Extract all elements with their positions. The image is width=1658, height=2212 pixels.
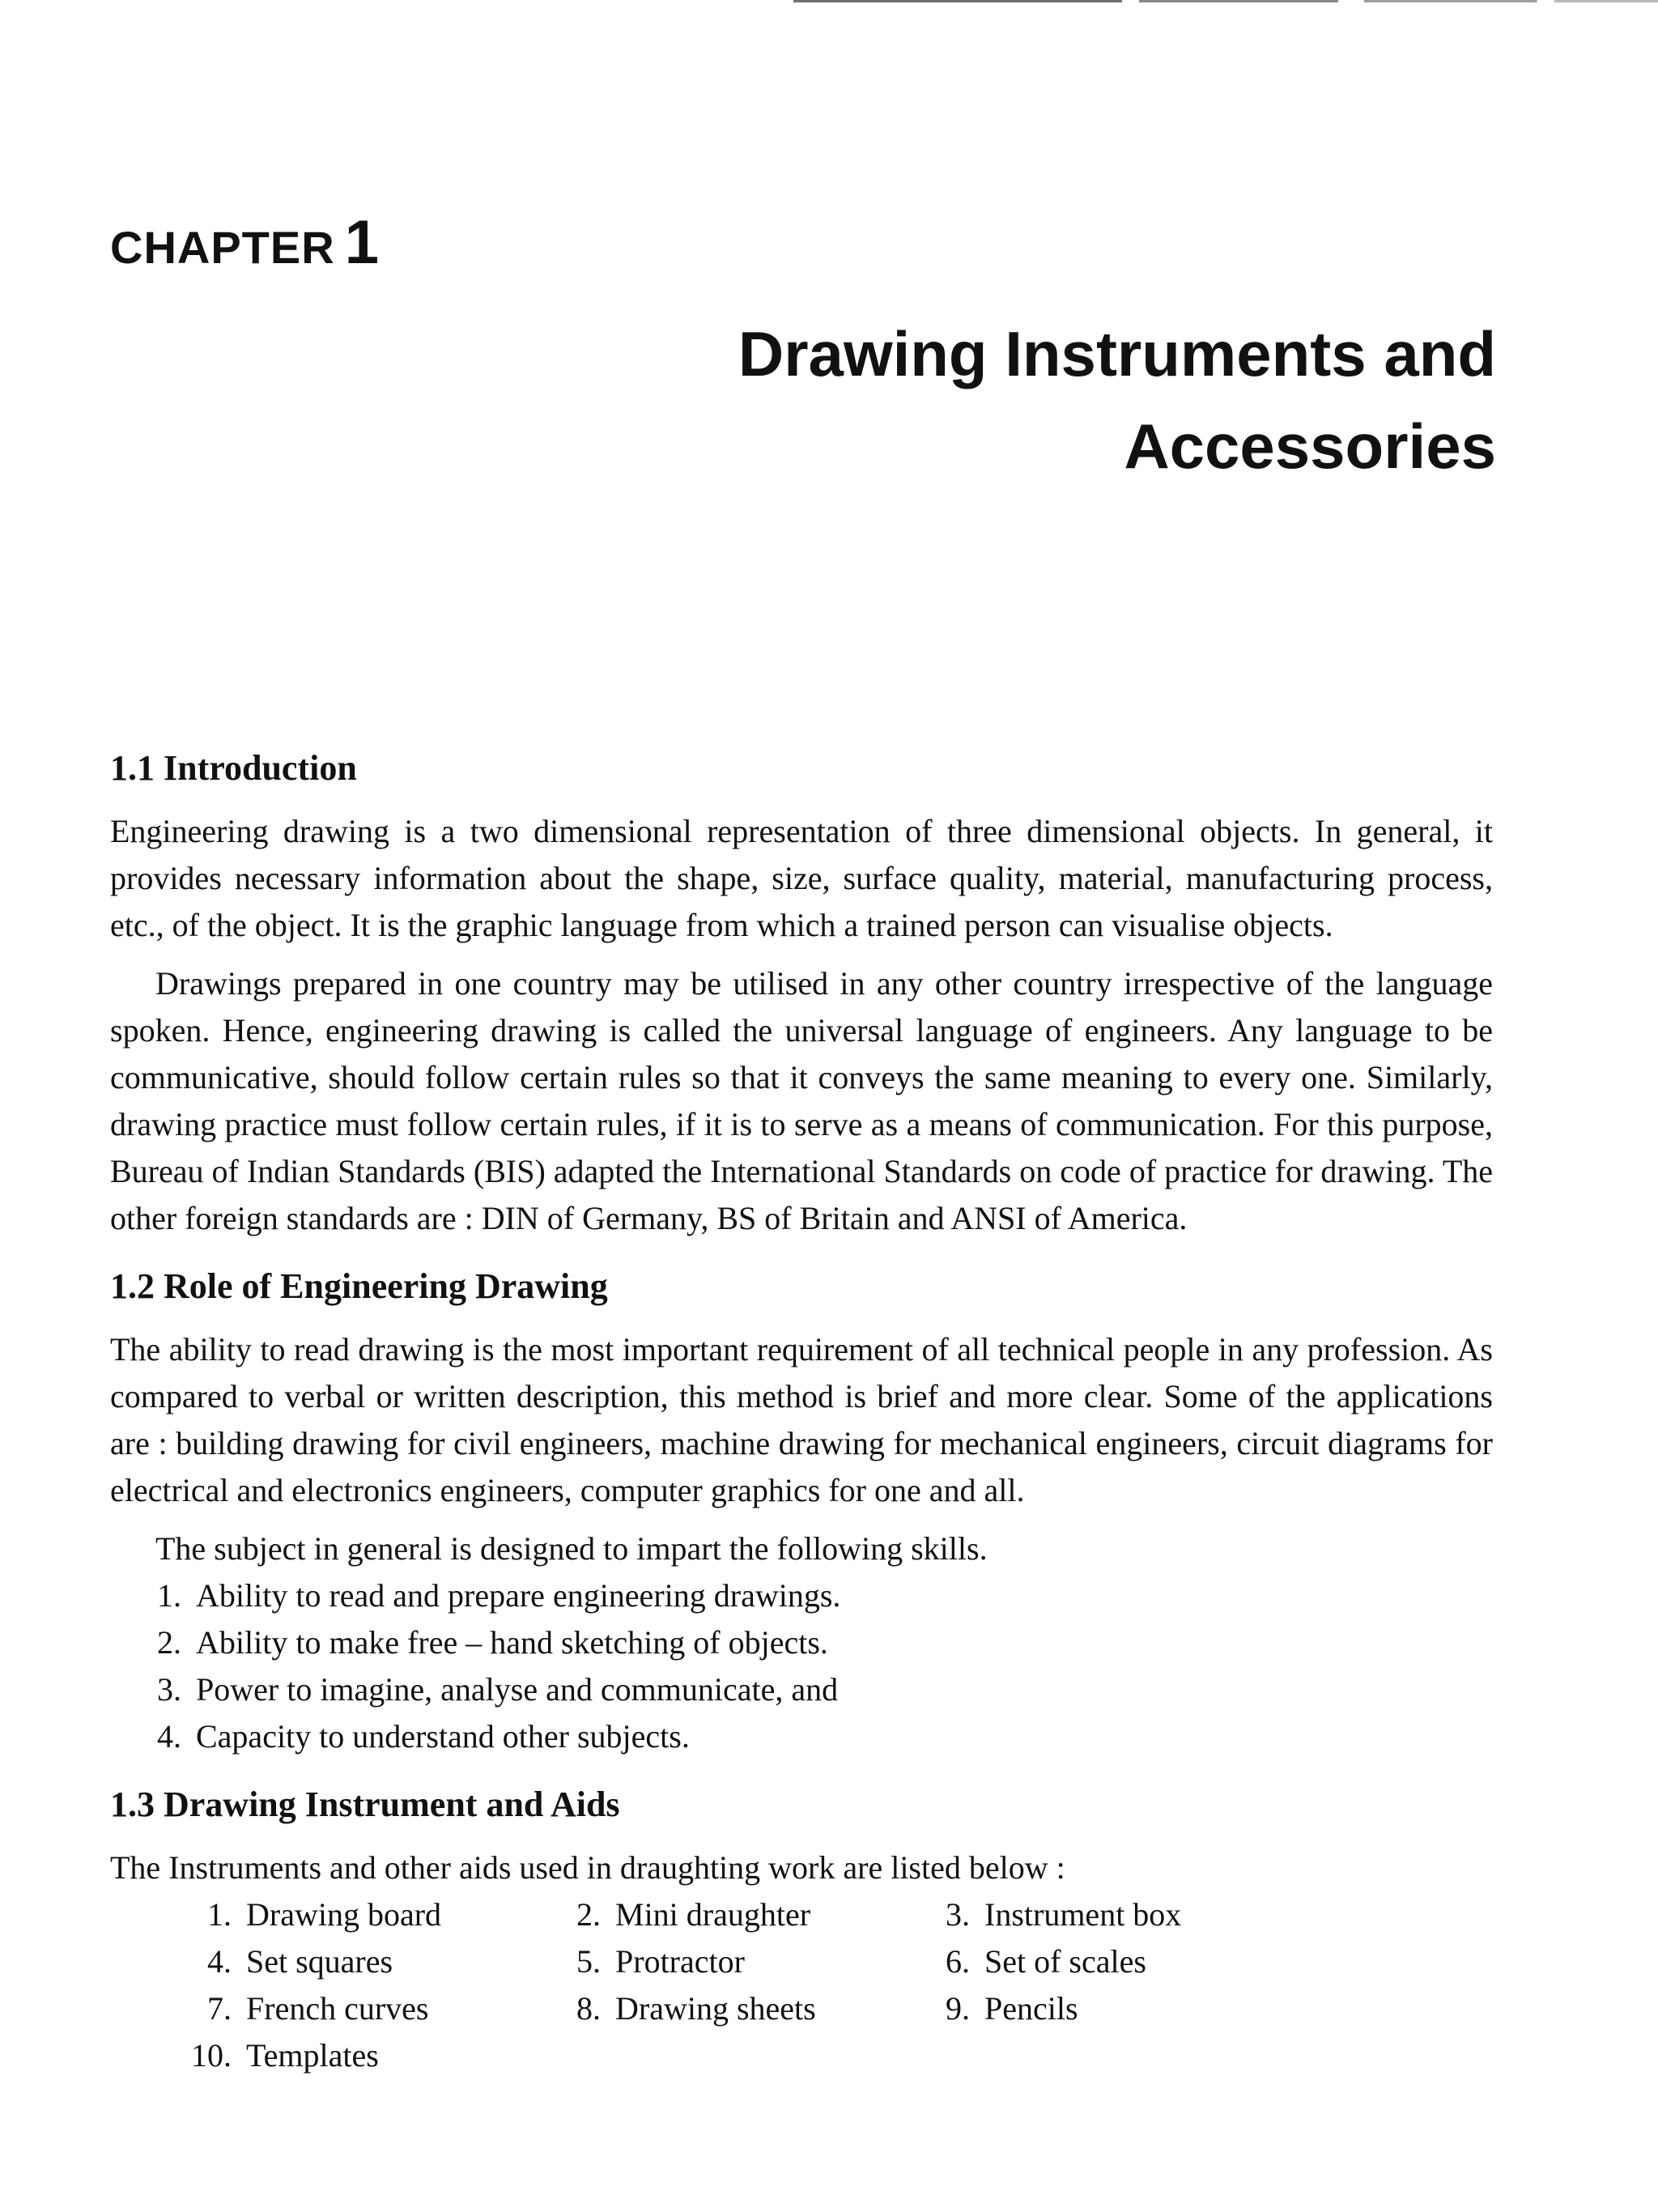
- list-item-text: Drawing board: [246, 1896, 442, 1933]
- chapter-title: [363, 308, 1496, 492]
- skills-list: [110, 1572, 1493, 1760]
- list-item-number: 3.: [946, 1896, 970, 1933]
- list-item: [110, 1666, 1493, 1713]
- list-item: [189, 2032, 559, 2079]
- list-item-text: Drawing sheets: [615, 1990, 816, 2027]
- chapter-content: [110, 745, 1493, 2079]
- list-item-text: Instrument box: [984, 1896, 1182, 1933]
- list-item-number: 3.: [157, 1671, 181, 1708]
- list-item-text: Ability to make free – hand sketching of objects.: [196, 1624, 828, 1661]
- list-item-number: 9.: [946, 1990, 970, 2027]
- list-item-number: 6.: [946, 1943, 970, 1980]
- list-item-number: 4.: [207, 1943, 232, 1980]
- list-item-number: 10.: [191, 2037, 232, 2074]
- list-item-text: Capacity to understand other subjects.: [196, 1718, 690, 1755]
- list-item-text: Mini draughter: [615, 1896, 811, 1933]
- list-item-text: French curves: [246, 1990, 429, 2027]
- list-item: [110, 1619, 1493, 1666]
- list-item: [189, 1985, 559, 2032]
- instruments-list: [189, 1891, 1493, 2079]
- list-item-number: 2.: [576, 1896, 601, 1933]
- list-item: [110, 1572, 1493, 1619]
- list-item: [559, 1985, 928, 2032]
- list-item-text: Set of scales: [984, 1943, 1146, 1980]
- list-item: [189, 1938, 559, 1985]
- instruments-intro-paragraph: The Instruments and other aids used in draughting work are listed below :: [110, 1849, 1065, 1886]
- list-item-text: Power to imagine, analyse and communicate, and: [196, 1671, 839, 1708]
- top-rule-decoration: [793, 0, 1658, 2]
- list-item-number: 1.: [207, 1896, 232, 1933]
- list-item: [928, 1938, 1316, 1985]
- section-heading-introduction: 1.1 Introduction: [110, 748, 357, 788]
- list-item-text: Protractor: [615, 1943, 745, 1980]
- chapter-title-line-2: Accessories: [1124, 410, 1496, 482]
- list-item-number: 4.: [157, 1718, 181, 1755]
- list-item-text: Templates: [246, 2037, 379, 2074]
- role-paragraph-1: The ability to read drawing is the most important requirement of all technical people in any profession. As compared to verbal or written description, this method is brief and more clear. Some of the applications are : building drawing for civil engineers, machine drawing for mechanical engineers, circuit diagrams for electrical and electronics engineers, computer graphics for one and all.: [110, 1331, 1493, 1508]
- list-item-number: 8.: [576, 1990, 601, 2027]
- list-item-text: Ability to read and prepare engineering drawings.: [196, 1577, 841, 1614]
- intro-paragraph-2: Drawings prepared in one country may be utilised in any other country irrespective of the language spoken. Hence, engineering drawing is called the universal language of engineers. Any language to be communicative, should follow certain rules so that it conveys the same meaning to every one. Similarly, drawing practice must follow certain rules, if it is to serve as a means of communication. For this purpose, Bureau of Indian Standards (BIS) adapted the International Standards on code of practice for drawing. The other foreign standards are : DIN of Germany, BS of Britain and ANSI of America.: [110, 965, 1493, 1236]
- intro-paragraph-1: Engineering drawing is a two dimensional representation of three dimensional objects. In general, it provides necessary information about the shape, size, surface quality, material, manufacturing process, etc., of the object. It is the graphic language from which a trained person can visualise objects.: [110, 813, 1493, 943]
- chapter-word: CHAPTER: [110, 222, 335, 273]
- section-heading-role: 1.2 Role of Engineering Drawing: [110, 1266, 608, 1306]
- list-item-number: 5.: [576, 1943, 601, 1980]
- list-item: [559, 1938, 928, 1985]
- list-item: [928, 1891, 1316, 1938]
- section-heading-instruments: 1.3 Drawing Instrument and Aids: [110, 1784, 620, 1824]
- list-item-number: 2.: [157, 1624, 181, 1661]
- chapter-number: 1: [344, 208, 379, 277]
- list-item: [559, 1891, 928, 1938]
- list-item-text: Pencils: [984, 1990, 1078, 2027]
- list-item: [110, 1713, 1493, 1760]
- list-item-number: 7.: [207, 1990, 232, 2027]
- chapter-title-line-1: Drawing Instruments and: [738, 318, 1496, 389]
- list-item-number: 1.: [157, 1577, 181, 1614]
- list-item-text: Set squares: [246, 1943, 393, 1980]
- list-item: [928, 1985, 1316, 2032]
- list-item: [189, 1891, 559, 1938]
- chapter-label: [110, 208, 379, 277]
- role-paragraph-2: The subject in general is designed to impart the following skills.: [155, 1530, 988, 1567]
